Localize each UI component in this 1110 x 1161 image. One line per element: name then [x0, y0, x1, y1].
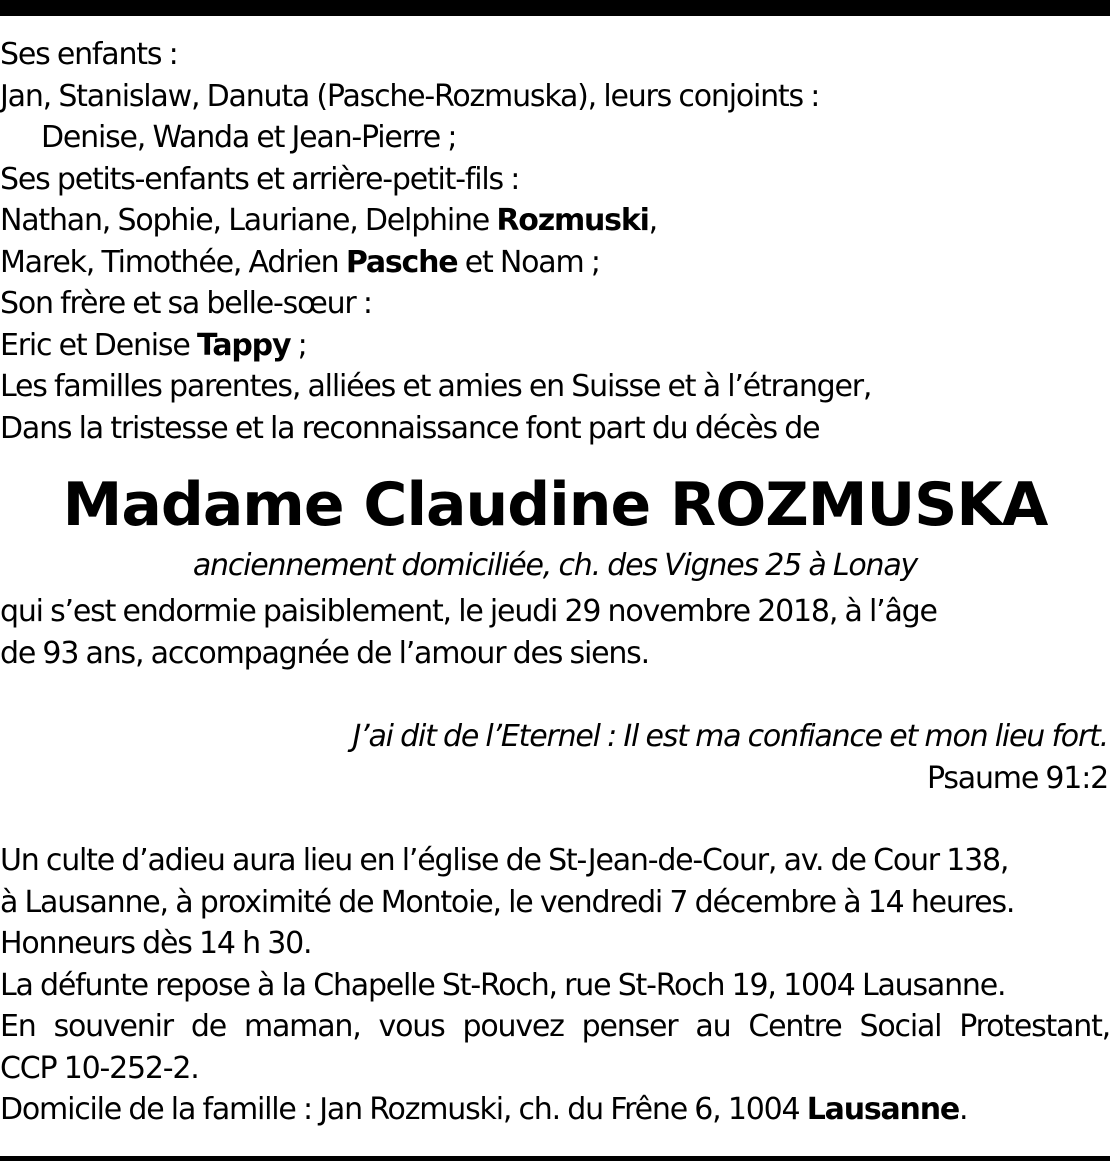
extended-families: Les familles parentes, alliées et amies en Suisse et à l’étranger, [0, 369, 872, 404]
service-line-1: Un culte d’adieu aura lieu en l’église de St-Jean-de-Cour, av. de Cour 138, [0, 843, 1009, 878]
top-rule [0, 0, 1110, 16]
bible-verse: J’ai dit de l’Eternel : Il est ma confiance et mon lieu fort. [352, 719, 1108, 754]
verse-reference: Psaume 91:2 [927, 760, 1108, 796]
surname-tappy: Tappy [196, 327, 291, 363]
children-heading: Ses enfants : [0, 37, 178, 72]
sibling-heading: Son frère et sa belle-sœur : [0, 286, 372, 321]
announcement-line: Dans la tristesse et la reconnaissance font part du décès de [0, 410, 820, 446]
resting-place: La défunte repose à la Chapelle St-Roch, rue St-Roch 19, 1004 Lausanne. [0, 967, 1006, 1003]
sibling-names: Eric et Denise [0, 327, 197, 363]
family-home [0, 1089, 1110, 1131]
donation-line-2: CCP 10-252-2. [0, 1050, 199, 1086]
surname-rozmuski: Rozmuski [496, 203, 649, 238]
obituary-notice [0, 34, 1110, 1131]
grandchildren-line-2 [0, 242, 1110, 284]
deceased-name: Madame Claudine ROZMUSKA [62, 470, 1048, 540]
donation-line-1: En souvenir de maman, vous pouvez penser au Centre Social Protestant, [0, 1009, 1110, 1044]
death-line-2: de 93 ans, accompagnée de l’amour des siens. [0, 635, 649, 671]
family-home-punct: . [959, 1092, 968, 1127]
grandchildren-line-2-end: et Noam ; [457, 244, 600, 280]
grandchildren-line-1-punct: , [648, 203, 658, 238]
service-line-2: à Lausanne, à proximité de Montoie, le vendredi 7 décembre à 14 heures. [0, 884, 1015, 920]
death-line-1: qui s’est endormie paisiblement, le jeudi 29 novembre 2018, à l’âge [0, 594, 937, 629]
grandchildren-line-1 [0, 200, 1110, 242]
family-home-city: Lausanne [806, 1092, 960, 1127]
sibling-punct: ; [290, 327, 307, 363]
service-line-3: Honneurs dès 14 h 30. [0, 926, 312, 961]
grandchildren-heading: Ses petits-enfants et arrière-petit-fils : [0, 161, 520, 197]
bottom-rule [0, 1156, 1110, 1161]
surname-pasche: Pasche [345, 244, 458, 280]
family-home-address: Domicile de la famille : Jan Rozmuski, ch. du Frêne 6, 1004 [0, 1092, 807, 1127]
sibling-line [0, 325, 1110, 367]
grandchildren-line-1-names: Nathan, Sophie, Lauriane, Delphine [0, 203, 497, 238]
spacer [0, 799, 1110, 840]
children-names: Jan, Stanislaw, Danuta (Pasche-Rozmuska), leurs conjoints : [0, 78, 820, 114]
grandchildren-line-2-names: Marek, Timothée, Adrien [0, 244, 346, 280]
spacer [0, 674, 1110, 716]
former-address: anciennement domiciliée, ch. des Vignes 25 à Lonay [192, 548, 918, 583]
children-spouses: Denise, Wanda et Jean-Pierre ; [41, 120, 457, 155]
